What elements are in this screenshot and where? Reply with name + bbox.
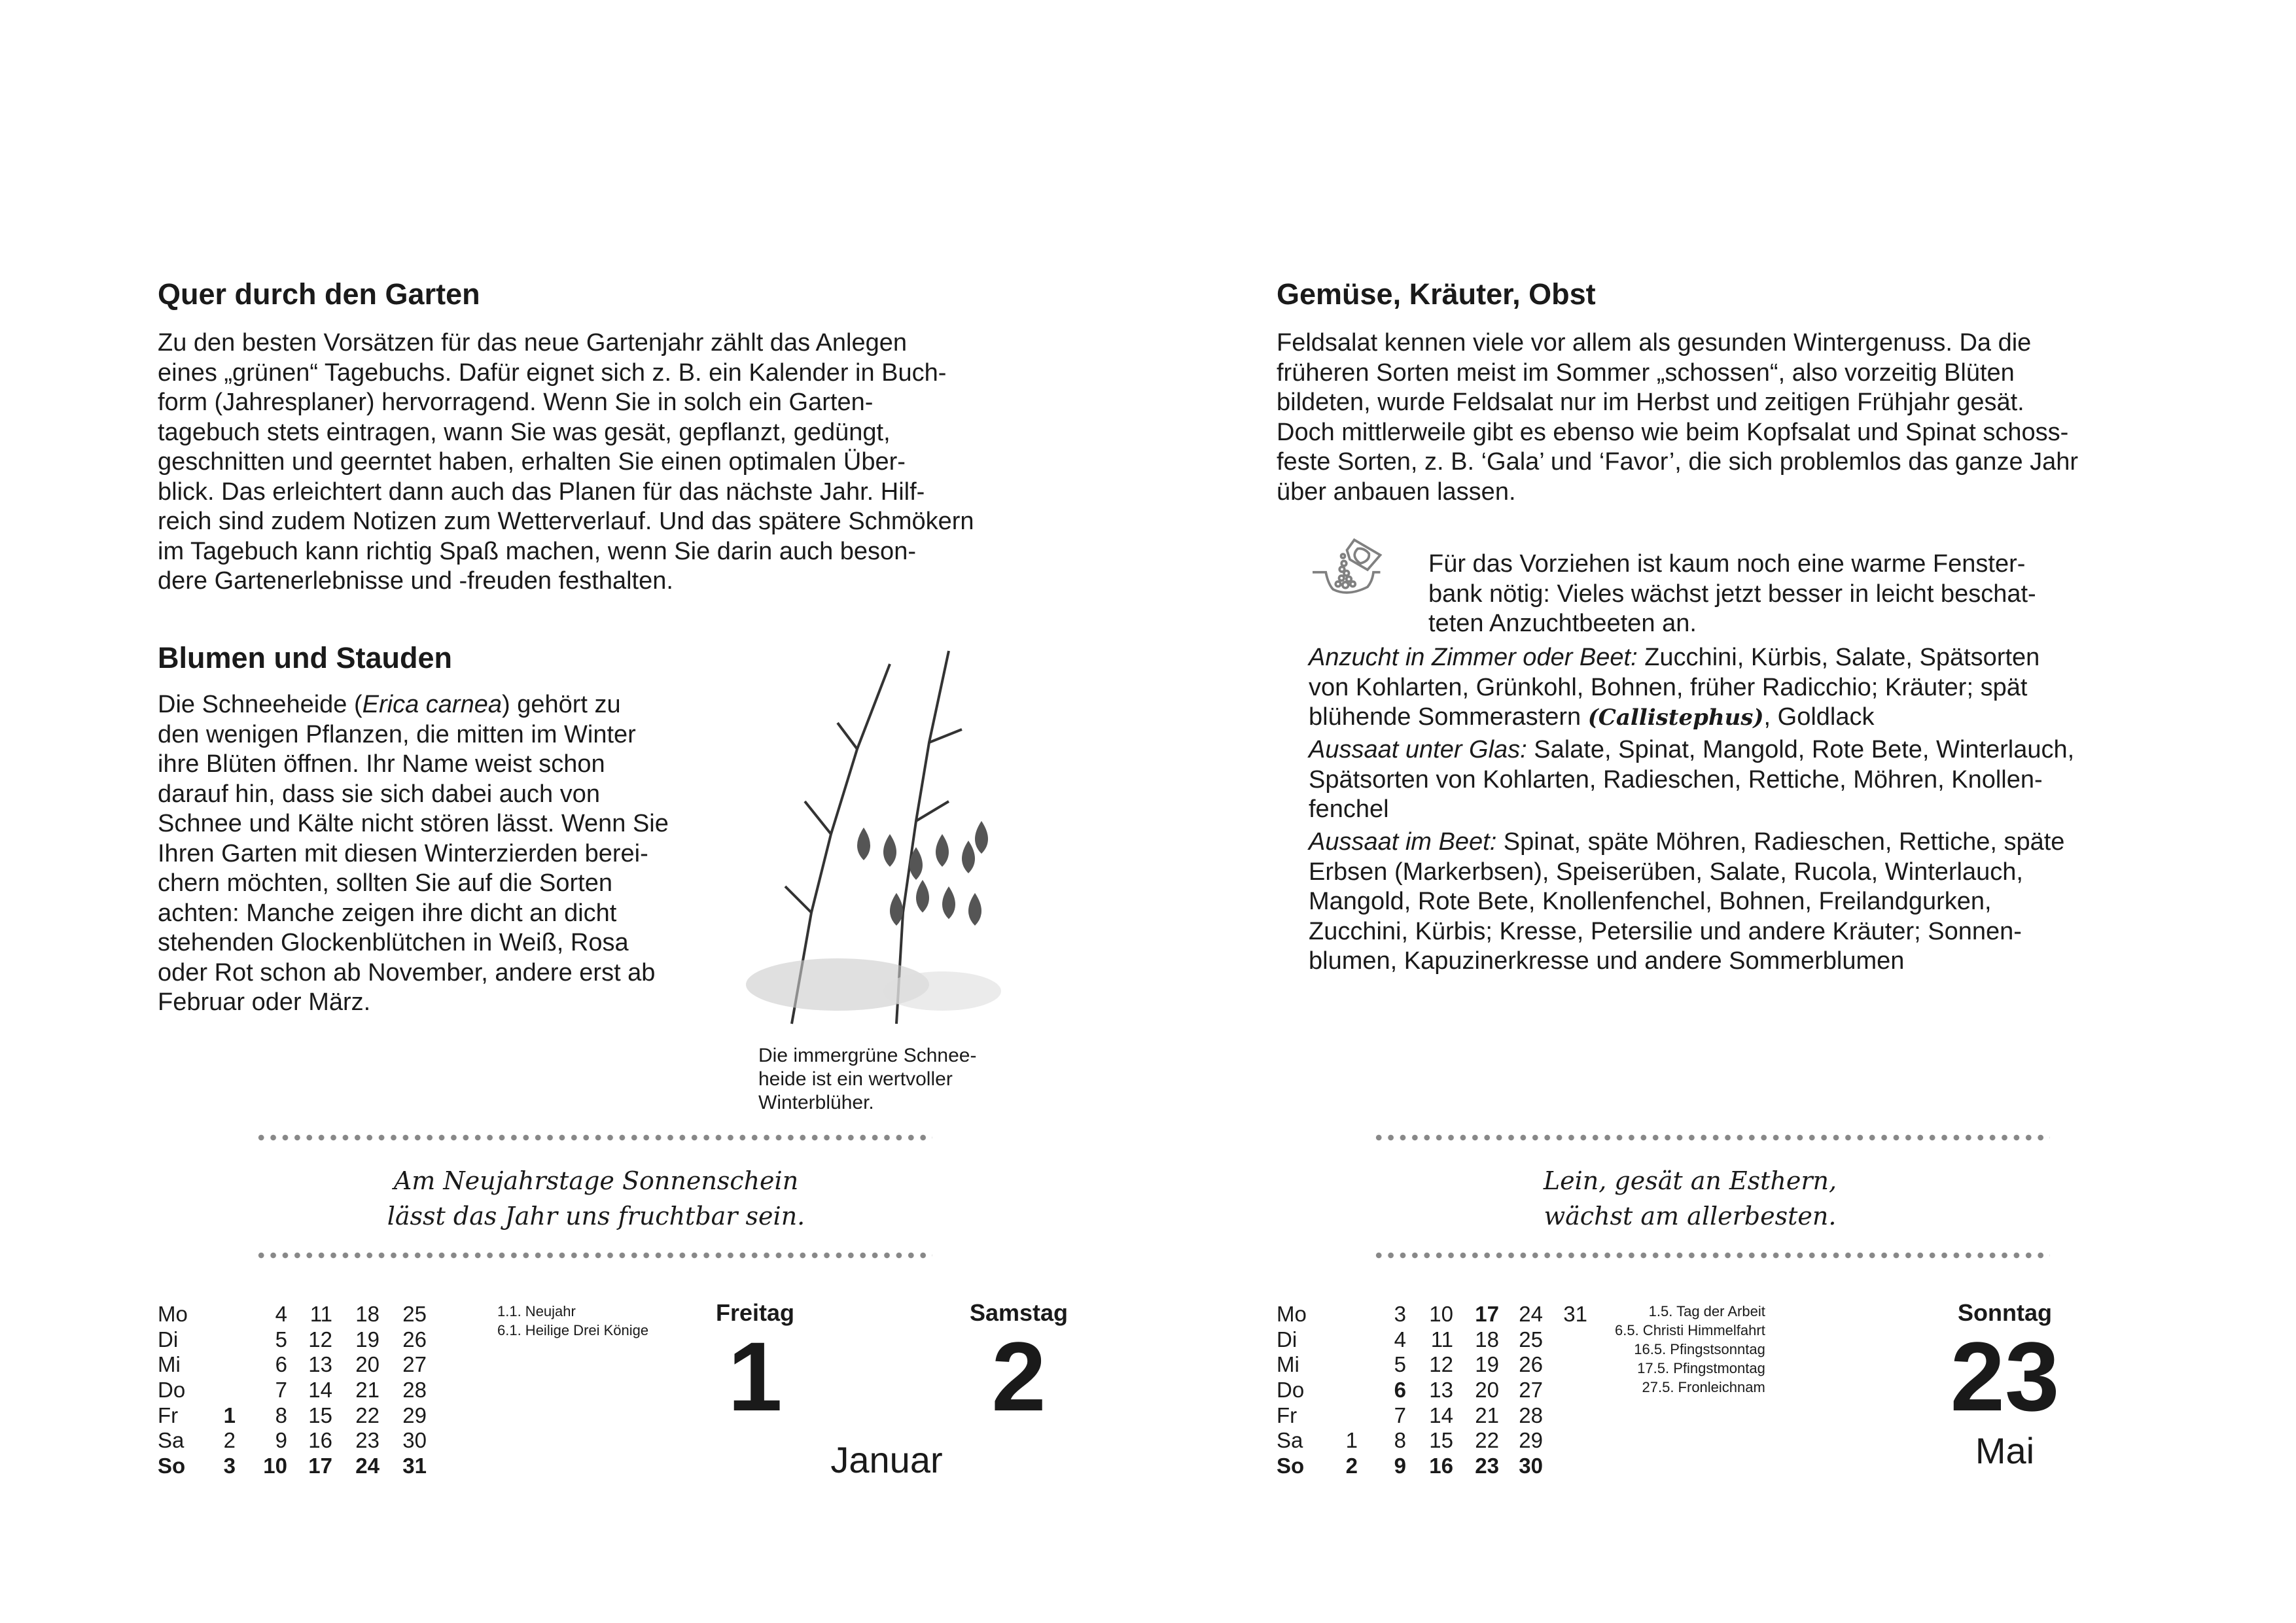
day-name: Sonntag: [1958, 1299, 2052, 1326]
calendar-date: 7: [1394, 1403, 1406, 1427]
calendar-row: [1277, 1403, 1604, 1429]
calendar-row: [158, 1454, 452, 1479]
text-line: ihre Blüten öffnen. Ihr Name weist schon: [158, 750, 605, 778]
tip-text: [1428, 550, 2036, 639]
emphasis-text: Erica carnea: [362, 691, 502, 718]
calendar-date: 6: [1394, 1378, 1406, 1403]
calendar-date: 24: [355, 1454, 380, 1478]
weather-proverb: [387, 1163, 805, 1234]
text-line: blick. Das erleichtert dann auch das Planen für das nächste Jahr. Hilf-: [158, 478, 925, 506]
emphasis-text: Aussaat im Beet:: [1309, 828, 1497, 856]
weekday-label: Sa: [1277, 1428, 1303, 1453]
heather-illustration: [733, 638, 1021, 1030]
weather-proverb: [1544, 1163, 1837, 1234]
text-line: achten: Manche zeigen ihre dicht an dicht: [158, 899, 617, 927]
weekday-label: So: [1277, 1454, 1305, 1478]
dotted-divider: [255, 1134, 932, 1141]
calendar-date: 29: [402, 1403, 427, 1427]
calendar-date: 13: [1429, 1378, 1453, 1403]
emphasis-text: (Callistephus): [1587, 705, 1764, 731]
calendar-row: [1277, 1454, 1604, 1479]
section-body: [158, 690, 669, 1018]
calendar-date: 25: [402, 1302, 427, 1326]
text-line: wächst am allerbesten.: [1544, 1202, 1837, 1230]
calendar-date: 11: [1430, 1327, 1453, 1352]
calendar-date: 31: [402, 1454, 427, 1478]
weekday-label: Do: [1277, 1378, 1305, 1403]
sowing-list-glas: [1309, 735, 2074, 825]
text-line: fenchel: [1309, 795, 1389, 823]
weekday-label: Mi: [1277, 1352, 1299, 1377]
month-name: Januar: [830, 1439, 943, 1480]
text-line: form (Jahresplaner) hervorragend. Wenn Sie in solch ein Garten-: [158, 389, 874, 416]
text-line: blumen, Kapuzinerkresse und andere Sommerblumen: [1309, 947, 1905, 975]
text-line: Winterblüher.: [758, 1092, 874, 1113]
day-number: 1: [728, 1321, 783, 1431]
calendar-row: [158, 1327, 452, 1353]
month-name: Mai: [1975, 1430, 2035, 1471]
text-line: lässt das Jahr uns fruchtbar sein.: [387, 1202, 805, 1230]
calendar-date: 23: [1475, 1454, 1499, 1478]
text-line: Spätsorten von Kohlarten, Radieschen, Rettiche, Möhren, Knollen-: [1309, 765, 2043, 794]
text-line: Am Neujahrstage Sonnenschein: [393, 1166, 799, 1195]
weekday-label: Mi: [158, 1352, 181, 1377]
text-line: tagebuch stets eintragen, wann Sie was gesät, gepflanzt, gedüngt,: [158, 418, 891, 446]
text-line: [1309, 643, 2040, 673]
weekday-label: Do: [158, 1378, 186, 1403]
text-line: teten Anzuchtbeeten an.: [1428, 610, 1697, 637]
calendar-row: [158, 1428, 452, 1454]
sowing-list-anzucht: [1309, 643, 2040, 733]
calendar-date: 3: [223, 1454, 236, 1478]
emphasis-text: Anzucht in Zimmer oder Beet:: [1309, 644, 1638, 671]
text-line: heide ist ein wertvoller: [758, 1068, 953, 1090]
calendar-date: 12: [1429, 1352, 1453, 1377]
holiday-list: [1615, 1302, 1765, 1397]
calendar-date: 5: [1394, 1352, 1406, 1377]
calendar-date: 5: [275, 1327, 287, 1352]
calendar-date: 12: [308, 1327, 332, 1352]
day-name: Freitag: [715, 1299, 795, 1326]
calendar-date: 4: [1394, 1327, 1406, 1352]
calendar-date: 28: [402, 1378, 427, 1403]
calendar-date: 11: [309, 1302, 332, 1326]
calendar-date: 25: [1519, 1327, 1543, 1352]
illustration-caption: [758, 1044, 976, 1115]
calendar-date: 28: [1519, 1403, 1543, 1427]
text-line: Die immergrüne Schnee-: [758, 1045, 977, 1066]
text-line: stehenden Glockenblütchen in Weiß, Rosa: [158, 929, 629, 956]
weekday-label: Di: [1277, 1327, 1298, 1352]
dotted-divider: [1373, 1134, 2050, 1141]
text-line: bildeten, wurde Feldsalat nur im Herbst und zeitigen Frühjahr gesät.: [1277, 389, 2024, 416]
text-line: Ihren Garten mit diesen Winterzierden berei-: [158, 839, 648, 867]
mini-calendar: [1277, 1302, 1604, 1485]
calendar-row: [158, 1302, 452, 1327]
text-line: 1.1. Neujahr: [497, 1303, 576, 1319]
text-line: bank nötig: Vieles wächst jetzt besser in leicht beschat-: [1428, 580, 2036, 608]
text-line: Schnee und Kälte nicht stören lässt. Wenn Sie: [158, 810, 669, 837]
text-line: Doch mittlerweile gibt es ebenso wie beim Kopfsalat und Spinat schoss-: [1277, 418, 2069, 446]
text-line: chern möchten, sollten Sie auf die Sorten: [158, 869, 612, 897]
text-line: den wenigen Pflanzen, die mitten im Winter: [158, 720, 636, 748]
text-segment: Salate, Spinat, Mangold, Rote Bete, Winterlauch,: [1527, 736, 2075, 763]
calendar-date: 19: [1475, 1352, 1499, 1377]
text-line: darauf hin, dass sie sich dabei auch von: [158, 780, 600, 808]
text-line: dere Gartenerlebnisse und -freuden festhalten.: [158, 567, 673, 595]
calendar-row: [158, 1352, 452, 1378]
text-segment: Die Schneeheide (: [158, 691, 362, 718]
weekday-label: Fr: [158, 1403, 179, 1427]
text-line: 17.5. Pfingstmontag: [1637, 1360, 1765, 1376]
day-number: 23: [1950, 1321, 2060, 1431]
calendar-date: 22: [1475, 1428, 1499, 1453]
text-line: 6.5. Christi Himmelfahrt: [1615, 1322, 1765, 1338]
text-segment: Spinat, späte Möhren, Radieschen, Rettiche, späte: [1496, 828, 2065, 856]
text-line: im Tagebuch kann richtig Spaß machen, wenn Sie darin auch beson-: [158, 537, 916, 565]
calendar-date: 27: [402, 1352, 427, 1377]
calendar-date: 3: [1394, 1302, 1406, 1326]
calendar-date: 26: [402, 1327, 427, 1352]
text-line: 1.5. Tag der Arbeit: [1648, 1303, 1765, 1319]
calendar-date: 22: [355, 1403, 380, 1427]
calendar-date: 10: [1429, 1302, 1453, 1326]
mini-calendar: [158, 1302, 452, 1485]
text-line: Zucchini, Kürbis; Kresse, Petersilie und andere Kräuter; Sonnen-: [1309, 917, 2022, 945]
calendar-row: [1277, 1352, 1604, 1378]
seed-packet-icon: [1309, 533, 1407, 608]
calendar-date: 6: [275, 1352, 287, 1377]
weekday-label: Fr: [1277, 1403, 1298, 1427]
weekday-label: Mo: [158, 1302, 188, 1326]
day-name: Samstag: [969, 1299, 1069, 1326]
text-segment: ) gehört zu: [501, 691, 621, 718]
text-line: reich sind zudem Notizen zum Wetterverlauf. Und das spätere Schmökern: [158, 508, 974, 535]
calendar-date: 27: [1519, 1378, 1543, 1403]
calendar-date: 17: [1475, 1302, 1499, 1326]
calendar-date: 20: [355, 1352, 380, 1377]
text-line: 27.5. Fronleichnam: [1642, 1379, 1765, 1395]
text-line: [1309, 703, 2040, 733]
calendar-date: 9: [275, 1428, 287, 1453]
calendar-date: 15: [308, 1403, 332, 1427]
text-segment: Zucchini, Kürbis, Salate, Spätsorten: [1637, 644, 2040, 671]
calendar-date: 4: [275, 1302, 287, 1326]
text-line: [1309, 735, 2074, 765]
text-line: 6.1. Heilige Drei Könige: [497, 1322, 649, 1338]
section-heading: Blumen und Stauden: [158, 641, 452, 674]
calendar-date: 19: [355, 1327, 380, 1352]
calendar-date: 8: [275, 1403, 287, 1427]
text-line: geschnitten und geerntet haben, erhalten Sie einen optimalen Über-: [158, 448, 906, 476]
calendar-row: [158, 1378, 452, 1403]
calendar-date: 1: [1345, 1428, 1358, 1453]
text-line: Für das Vorziehen ist kaum noch eine warme Fenster-: [1428, 550, 2026, 578]
section-heading: Quer durch den Garten: [158, 277, 480, 311]
sowing-list-beet: [1309, 828, 2064, 977]
calendar-row: [158, 1403, 452, 1429]
calendar-date: 21: [355, 1378, 380, 1403]
text-segment: , Goldlack: [1763, 703, 1875, 731]
text-line: oder Rot schon ab November, andere erst ab: [158, 958, 656, 986]
calendar-date: 2: [1345, 1454, 1358, 1478]
calendar-row: [1277, 1428, 1604, 1454]
text-line: früheren Sorten meist im Sommer „schossen“, also vorzeitig Blüten: [1277, 358, 2015, 387]
calendar-date: 15: [1429, 1428, 1453, 1453]
day-number: 2: [991, 1321, 1046, 1431]
weekday-label: So: [158, 1454, 186, 1478]
calendar-date: 30: [1519, 1454, 1543, 1478]
calendar-date: 23: [355, 1428, 380, 1453]
text-line: eines „grünen“ Tagebuchs. Dafür eignet sich z. B. ein Kalender in Buch-: [158, 358, 947, 387]
emphasis-text: Aussaat unter Glas:: [1309, 736, 1527, 763]
text-line: [158, 690, 669, 720]
text-line: 16.5. Pfingstsonntag: [1634, 1341, 1765, 1357]
calendar-date: 29: [1519, 1428, 1543, 1453]
calendar-date: 2: [223, 1428, 236, 1453]
calendar-date: 8: [1394, 1428, 1406, 1453]
calendar-date: 30: [402, 1428, 427, 1453]
text-line: Erbsen (Markerbsen), Speiserüben, Salate, Rucola, Winterlauch,: [1309, 858, 2023, 886]
weekday-label: Mo: [1277, 1302, 1307, 1326]
dotted-divider: [1373, 1252, 2050, 1259]
calendar-date: 9: [1394, 1454, 1406, 1478]
calendar-date: 26: [1519, 1352, 1543, 1377]
weekday-label: Sa: [158, 1428, 185, 1453]
weekday-label: Di: [158, 1327, 179, 1352]
calendar-date: 14: [308, 1378, 332, 1403]
calendar-date: 20: [1475, 1378, 1499, 1403]
text-line: Mangold, Rote Bete, Knollenfenchel, Bohnen, Freilandgurken,: [1309, 888, 1992, 915]
calendar-date: 7: [275, 1378, 287, 1403]
section-heading: Gemüse, Kräuter, Obst: [1277, 277, 1596, 311]
text-segment: blühende Sommerastern: [1309, 703, 1588, 731]
text-line: über anbauen lassen.: [1277, 478, 1516, 506]
calendar-date: 16: [1429, 1454, 1453, 1478]
calendar-date: 16: [308, 1428, 332, 1453]
calendar-row: [1277, 1378, 1604, 1403]
calendar-date: 24: [1519, 1302, 1543, 1326]
calendar-date: 17: [308, 1454, 332, 1478]
calendar-date: 10: [263, 1454, 287, 1478]
calendar-date: 18: [355, 1302, 380, 1326]
calendar-date: 1: [223, 1403, 236, 1427]
dotted-divider: [255, 1252, 932, 1259]
text-line: [1309, 828, 2064, 858]
text-line: feste Sorten, z. B. ‘Gala’ und ‘Favor’, die sich problemlos das ganze Jahr: [1277, 448, 2079, 476]
calendar-row: [1277, 1302, 1604, 1327]
holiday-list: [497, 1302, 648, 1340]
section-body: [1277, 328, 2078, 507]
calendar-date: 18: [1475, 1327, 1499, 1352]
calendar-date: 13: [308, 1352, 332, 1377]
text-line: Februar oder März.: [158, 988, 371, 1016]
calendar-date: 14: [1429, 1403, 1453, 1427]
calendar-row: [1277, 1327, 1604, 1353]
calendar-date: 31: [1563, 1302, 1587, 1326]
text-line: von Kohlarten, Grünkohl, Bohnen, früher Radicchio; Kräuter; spät: [1309, 673, 2028, 701]
text-line: Lein, gesät an Esthern,: [1543, 1166, 1837, 1195]
calendar-date: 21: [1475, 1403, 1499, 1427]
text-line: Feldsalat kennen viele vor allem als gesunden Wintergenuss. Da die: [1277, 329, 2032, 357]
text-line: Zu den besten Vorsätzen für das neue Gartenjahr zählt das Anlegen: [158, 329, 907, 357]
section-body: [158, 328, 974, 597]
